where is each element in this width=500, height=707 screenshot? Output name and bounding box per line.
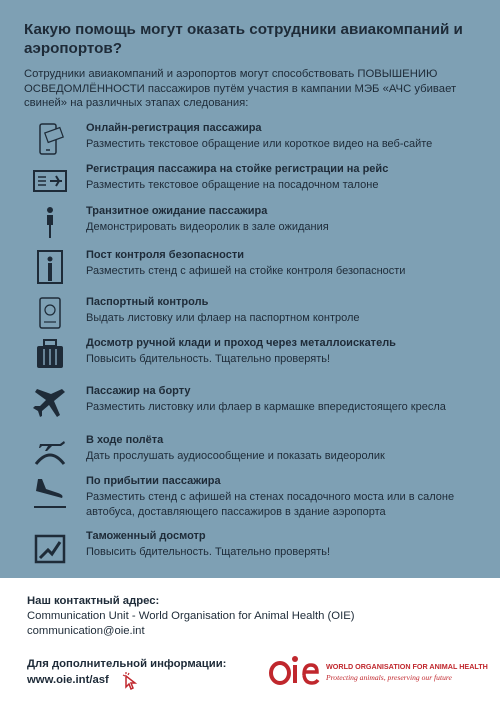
oie-logo	[268, 651, 488, 691]
contact-heading: Наш контактный адрес:	[27, 595, 160, 607]
intro-text: Сотрудники авиакомпаний и аэропортов могут способствовать ПОВЫШЕНИЮ ОСВЕДОМЛЁННОСТИ пассажиров путём участия в кампании МЭБ «АЧС убивает свиней» на различных этапах следования:	[24, 68, 457, 109]
logo-name: WORLD ORGANISATION FOR ANIMAL HEALTH	[326, 662, 488, 671]
step-on-board	[24, 385, 484, 429]
step-text: Повысить бдительность. Тщательно проверять!	[86, 546, 331, 558]
step-text: Дать прослушать аудиосообщение и показать видеоролик	[86, 450, 385, 462]
step-title: Онлайн-регистрация пассажира	[86, 122, 262, 134]
oie-mark-icon	[268, 653, 320, 687]
step-title: Досмотр ручной клади и проход через металлоискатель	[86, 337, 396, 349]
step-security	[24, 249, 484, 293]
step-text: Выдать листовку или флаер на паспортном контроле	[86, 312, 360, 324]
more-info-heading: Для дополнительной информации:	[27, 658, 227, 670]
step-text: Демонстрировать видеоролик в зале ожидания	[86, 221, 329, 233]
customs-icon	[32, 530, 68, 566]
contact-org: Communication Unit - World Organisation for Animal Health (OIE)	[27, 610, 355, 622]
logo-tagline: Protecting animals, preserving our future	[326, 673, 452, 682]
step-customs	[24, 530, 484, 574]
step-text: Разместить листовку или флаер в кармашке впередистоящего кресла	[86, 401, 446, 413]
passport-icon	[32, 296, 68, 332]
walking-person-icon	[32, 205, 68, 241]
boarding-pass-icon	[32, 163, 68, 199]
step-title: В ходе полёта	[86, 434, 164, 446]
step-in-flight	[24, 434, 484, 478]
step-title: По прибытии пассажира	[86, 475, 221, 487]
step-transit	[24, 205, 484, 249]
phone-ticket-icon	[32, 122, 68, 158]
website-link[interactable]: www.oie.int/asf	[27, 674, 109, 686]
cursor-click-icon	[122, 672, 140, 690]
step-title: Таможенный досмотр	[86, 530, 206, 542]
step-arrival	[24, 475, 484, 525]
contact-email[interactable]: communication@oie.int	[27, 625, 145, 637]
step-title: Транзитное ожидание пассажира	[86, 205, 268, 217]
plane-earth-icon	[32, 434, 68, 470]
step-text: Разместить текстовое обращение или короткое видео на веб-сайте	[86, 138, 433, 150]
luggage-icon	[32, 337, 68, 373]
step-online-checkin	[24, 122, 484, 166]
airplane-icon	[32, 385, 68, 421]
security-gate-icon	[32, 249, 68, 285]
page-title: Какую помощь могут оказать сотрудники авиакомпаний и аэропортов?	[24, 21, 463, 57]
step-text: Повысить бдительность. Тщательно проверять!	[86, 353, 331, 365]
step-title: Пассажир на борту	[86, 385, 191, 397]
step-counter-checkin	[24, 163, 484, 207]
step-title: Пост контроля безопасности	[86, 249, 244, 261]
landing-plane-icon	[32, 475, 68, 511]
step-baggage	[24, 337, 484, 381]
step-text: Разместить текстовое обращение на посадочном талоне	[86, 179, 379, 191]
step-title: Паспортный контроль	[86, 296, 209, 308]
step-text: Разместить стенд с афишей на стенах посадочного моста или в салоне автобуса, доставляющего пассажиров в здание аэропорта	[86, 491, 455, 518]
step-title: Регистрация пассажира на стойке регистрации на рейс	[86, 163, 389, 175]
step-passport	[24, 296, 484, 340]
step-text: Разместить стенд с афишей на стойке контроля безопасности	[86, 265, 406, 277]
